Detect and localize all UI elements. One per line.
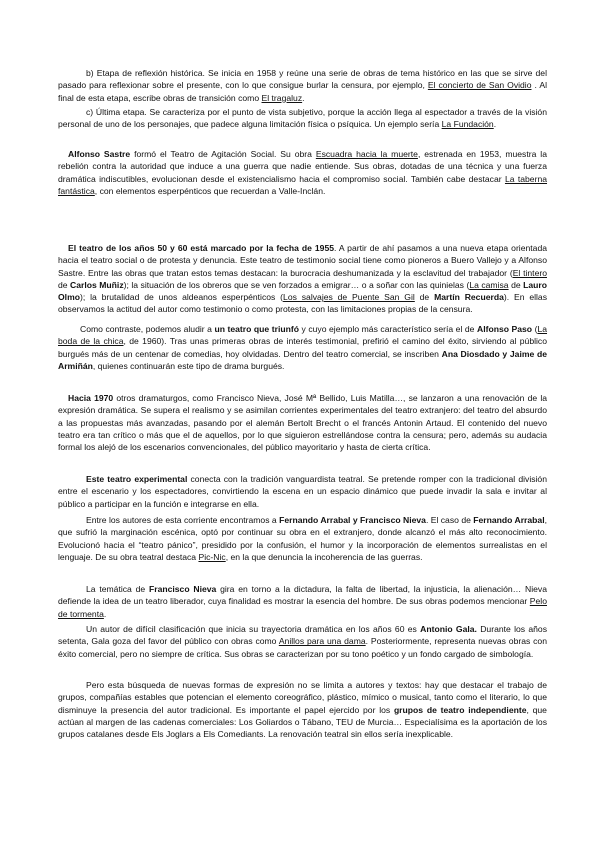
- text-segment: formó el Teatro de Agitación Social. Su obra: [130, 149, 316, 159]
- text-segment: b) Etapa de reflexión histórica. Se inicia en 1958 y reúne una serie de obras de tema histórico en las que se sirve del pasado para reflexionar sobre el presente, con lo que consigue burlar la censura, por ejemplo,: [58, 68, 547, 91]
- paragraph-alfonso-sastre: [58, 148, 547, 197]
- text-segment: La temática de: [86, 584, 149, 594]
- paragraph-teatro-experimental: [58, 473, 547, 510]
- text-segment: de: [508, 279, 524, 290]
- paragraph-teatro-que-triunfo: [58, 323, 547, 372]
- text-segment: ). En ellas observamos la actitud del autor como testimonio o como protesta, con las limitaciones propias de la censura.: [58, 292, 548, 315]
- emphasis-text: Alfonso Paso: [476, 324, 533, 334]
- text-segment: gira en torno a la dictadura, la falta de libertad, la injusticia, la alienación… Nieva defiende la idea de un teatro liberador, cuya finalidad es mostrar la esencia del hombre. De sus obras podemos mencionar: [58, 584, 547, 607]
- emphasis-text: Carlos Muñiz: [70, 279, 124, 290]
- text-segment: , con elementos esperpénticos que recuerdan a Valle-Inclán.: [94, 185, 326, 196]
- text-segment: c) Última etapa. Se caracteriza por el punto de vista subjetivo, porque la acción llega al espectador a través de la visión personal de uno de los personajes, que padece alguna limitación física o psíquica. Un ejemplo sería: [58, 107, 547, 130]
- text-segment: Como contraste, podemos aludir a: [80, 324, 215, 334]
- text-segment: (: [532, 324, 538, 334]
- emphasis-text: Lauro Olmo: [58, 279, 547, 303]
- work-title: El concierto de San Ovidio: [427, 80, 532, 91]
- text-segment: y cuyo ejemplo más característico sería el de: [298, 324, 477, 334]
- work-title: Anillos para una dama: [278, 636, 366, 647]
- work-title: Pic-Nic: [198, 551, 226, 562]
- emphasis-text: El teatro de los años 50 y 60 está marcado por la fecha de 1955: [68, 243, 335, 253]
- text-segment: , que sufrió la marginación escénica, optó por continuar su obra en el extranjero, donde alcanzó el más alto reconocimiento. Evolucionó hacia el “teatro pánico”, presidido por la confusión, el humor y la incorporación de elementos surrealistas en el lenguaje. De su obra teatral destaca: [58, 515, 547, 562]
- paragraph-grupos-independientes: [58, 679, 547, 740]
- work-title: Pelo de tormenta: [58, 596, 547, 619]
- paragraph-antonio-gala: [58, 623, 547, 660]
- emphasis-text: un teatro que triunfó: [214, 324, 299, 334]
- text-segment: , en la que denuncia la incoherencia de las guerras.: [225, 551, 423, 562]
- work-title: La Fundación: [441, 119, 494, 130]
- text-segment: ); la situación de los obreros que se ven forzados a emigrar… o a soñar con las quinielas (: [123, 279, 470, 290]
- emphasis-text: Alfonso Sastre: [68, 149, 131, 159]
- text-segment: .: [302, 92, 305, 103]
- paragraph-ultima-etapa: [58, 106, 547, 131]
- text-segment: Durante los años setenta, Gala goza del favor del público con obras como: [58, 624, 548, 647]
- text-segment: . Posteriormente, representa nuevas obras con éxito comercial, pero no siempre de crítica. Sus obras se caracterizan por su tono poético y un fondo cargado de simbología.: [58, 636, 547, 659]
- emphasis-text: Francisco Nieva: [148, 584, 217, 594]
- text-segment: , estrenada en 1953, muestra la rebelión contra la autoridad que induce a una guerra que nadie entiende. Sus obras, dotadas de una técnica y una fuerza dramática indiscutibles, evolucionan desde el existencialismo hacia el compromiso social. También cabe destacar: [58, 149, 547, 184]
- work-title: La boda de la chica: [58, 324, 548, 347]
- emphasis-text: Antonio Gala.: [420, 624, 477, 634]
- paragraph-etapa-reflexion-historica: [58, 67, 547, 104]
- paragraph-francisco-nieva: [58, 583, 547, 620]
- text-segment: conecta con la tradición vanguardista teatral. Se pretende romper con la tradicional división entre el escenario y los espectadores, convirtiendo la escena en un espacio dinámico que puede invadir la sala e invitar al público a participar en la función e integrarse en ella.: [58, 474, 547, 509]
- work-title: El tragaluz: [261, 92, 303, 103]
- work-title: La taberna fantástica: [58, 173, 548, 196]
- emphasis-text: Fernando Arrabal: [473, 515, 545, 525]
- text-segment: , que actúan al margen de las cadenas comerciales: Los Goliardos o Tábano, TEU de Murcia… Especialísima es la aportación de los grupos catalanes desde Els Joglars a Els Comediants. La renovación teatral sin ellos sería inexplicable.: [58, 704, 547, 740]
- text-segment: .: [493, 119, 497, 130]
- text-segment: , de 1960). Tras unas primeras obras de interés testimonial, prefirió el camino del éxito, sirviendo al público burgués más de un centenar de comedias, hoy olvidadas. Dentro del teatro comercial, se inscriben: [58, 336, 547, 359]
- work-title: La camisa: [469, 279, 509, 290]
- text-segment: de: [58, 279, 71, 290]
- text-segment: Entre los autores de esta corriente encontramos a: [86, 515, 280, 525]
- paragraph-hacia-1970: [58, 392, 547, 453]
- text-segment: . Al final de esta etapa, escribe obras de transición como: [58, 80, 547, 103]
- text-segment: . A partir de ahí pasamos a una nueva etapa orientada hacia el teatro social o de protesta y denuncia. Este teatro de testimonio social tiene como pioneros a Buero Vallejo y a Alfonso Sastre. Entre las obras que tratan estos temas destacan: la burocracia deshumanizada y la esclavitud del trabajador (: [58, 243, 548, 278]
- work-title: Escuadra hacia la muerte: [315, 149, 418, 159]
- text-segment: , quienes continuarán este tipo de drama burgués.: [92, 360, 285, 371]
- paragraph-arrabal-nieva: [58, 514, 547, 563]
- text-segment: . El caso de: [425, 515, 474, 525]
- text-segment: otros dramaturgos, como Francisco Nieva, José Mª Bellido, Luis Matilla…, se lanzaron a una renovación de la expresión dramática. Se supera el realismo y se asimilan corrientes experimentales del teatro extranjero: del teatro del absurdo a las propuestas más avanzadas, pasando por el alemán Bertolt Brecht o el francés Antonin Artaud. El contenido del nuevo teatro era tan crítico o más que el de aquellos, por lo que siguieron estrellándose contra la censura; pero, además su audacia formal los alejó de los escenarios convencionales, del público mayoritario y hasta de cierta crítica.: [58, 393, 548, 453]
- emphasis-text: Ana Diosdado y Jaime de Armiñán: [58, 348, 547, 371]
- emphasis-text: Martín Recuerda: [434, 292, 504, 303]
- emphasis-text: Este teatro experimental: [86, 474, 188, 484]
- text-segment: .: [103, 608, 107, 619]
- emphasis-text: Fernando Arrabal y Francisco Nieva: [279, 515, 426, 525]
- emphasis-text: grupos de teatro independiente: [393, 704, 527, 715]
- text-segment: Un autor de difícil clasificación que inicia su trayectoria dramática en los años 60 es: [86, 624, 421, 634]
- work-title: Los salvajes de Puente San Gil: [283, 292, 415, 303]
- text-segment: ); la brutalidad de unos aldeanos esperpénticos (: [79, 292, 284, 303]
- paragraph-teatro-anos-50-60: [58, 242, 547, 316]
- work-title: El tintero: [512, 267, 547, 278]
- text-segment: de: [414, 292, 435, 303]
- emphasis-text: Hacia 1970: [68, 393, 114, 403]
- text-segment: Pero esta búsqueda de nuevas formas de expresión no se limita a autores y textos: hay que destacar el trabajo de grupos, compañías estables que potencian el elemento coreográfico, plástico, mímico o musical, tanto como el literario, lo que disminuye la presencia del autor tradicional. Es importante el papel ejercido por los: [58, 680, 547, 715]
